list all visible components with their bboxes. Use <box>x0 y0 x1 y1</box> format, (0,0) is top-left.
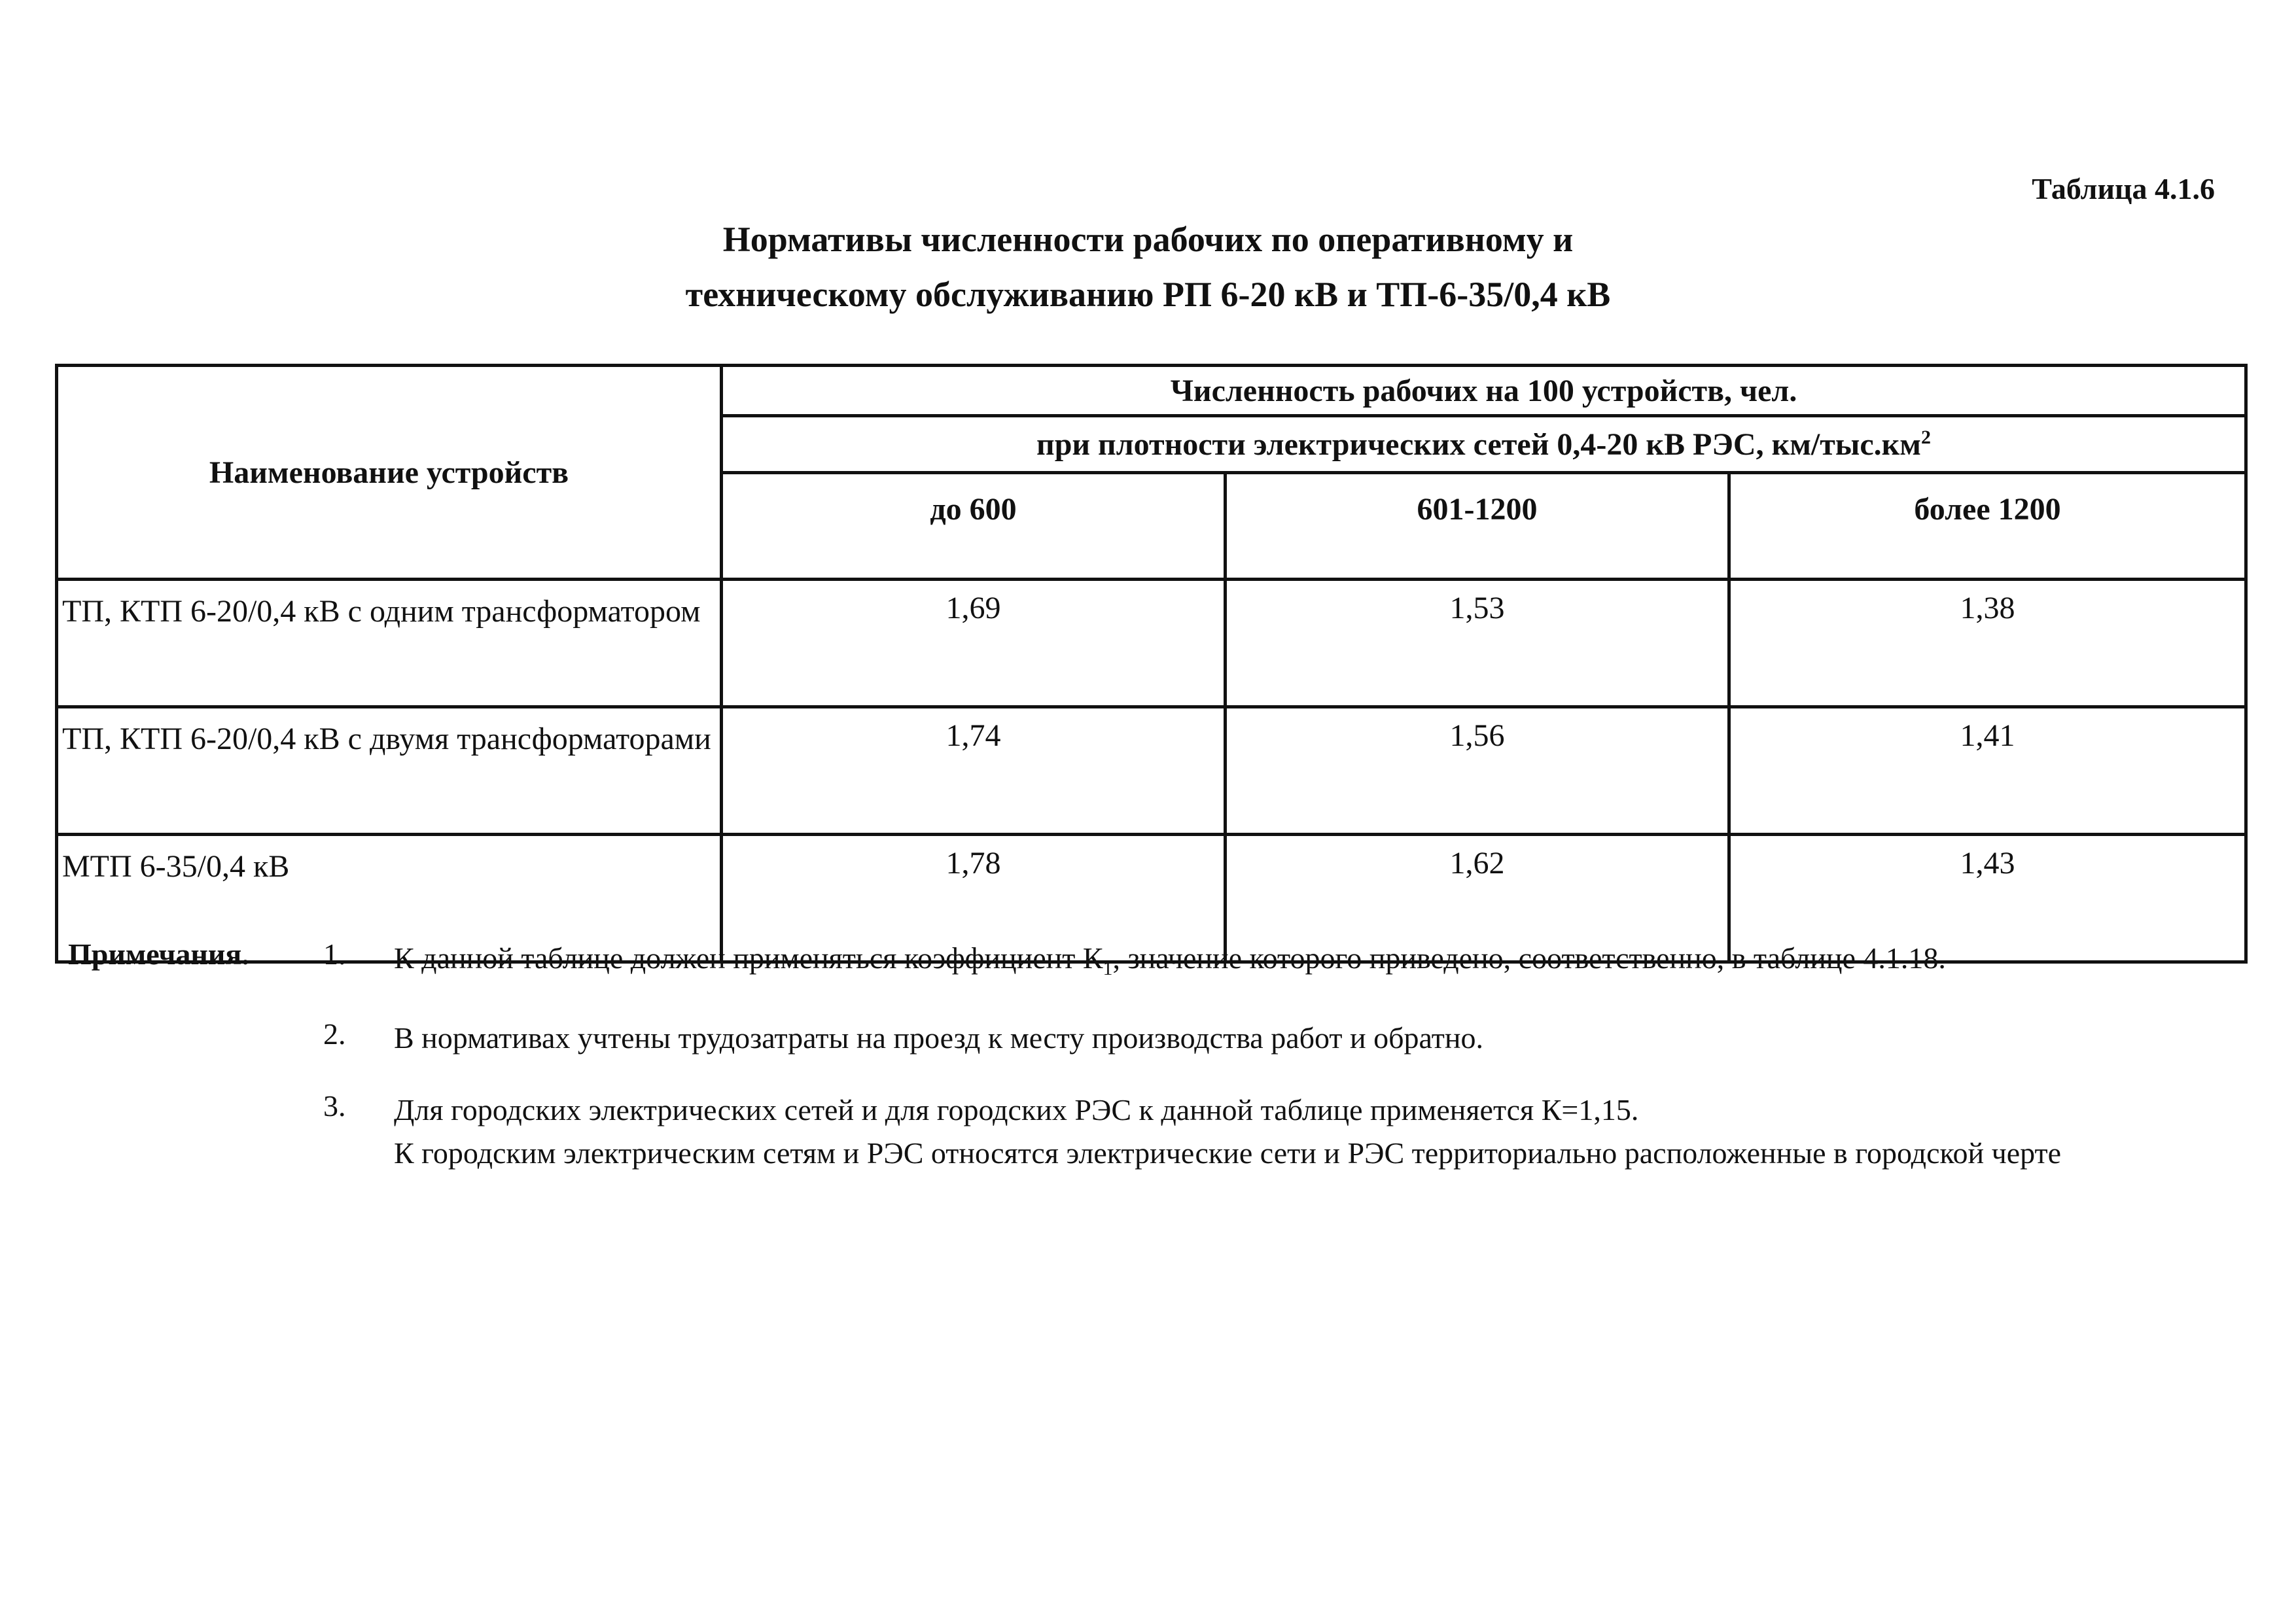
value-cell: 1,78 <box>722 835 1226 962</box>
group-header: Численность рабочих на 100 устройств, чел. <box>722 366 2246 416</box>
norms-table <box>55 364 2248 964</box>
note-number: 3. <box>323 1089 346 1123</box>
value-cell: 1,41 <box>1729 707 2246 835</box>
column-header-601-1200: 601-1200 <box>1226 473 1729 580</box>
device-name-cell: ТП, КТП 6-20/0,4 кВ с одним трансформатором <box>57 580 722 707</box>
value-cell: 1,43 <box>1729 835 2246 962</box>
value-cell: 1,74 <box>722 707 1226 835</box>
note-text <box>394 1089 2252 1175</box>
table-row <box>57 707 2246 835</box>
table-row <box>57 580 2246 707</box>
table-number: Таблица 4.1.6 <box>2032 172 2215 205</box>
column-header-over-1200: более 1200 <box>1729 473 2246 580</box>
note-paragraph: К городским электрическим сетям и РЭС относятся электрические сети и РЭС территориально расположенные в городской черте <box>394 1136 2062 1170</box>
note-number: 1. <box>323 937 346 971</box>
note-text-part: , значение которого приведено, соответственно, в таблице 4.1.18. <box>1112 941 1946 975</box>
density-header-superscript: 2 <box>1920 426 1931 448</box>
column-header-device-name: Наименование устройств <box>57 366 722 580</box>
value-cell: 1,62 <box>1226 835 1729 962</box>
table-title <box>0 212 2296 322</box>
note-text <box>394 937 2252 980</box>
device-name-cell: ТП, КТП 6-20/0,4 кВ с двумя трансформаторами <box>57 707 722 835</box>
note-paragraph: Для городских электрических сетей и для городских РЭС к данной таблице применяется К=1,15. <box>394 1093 1639 1126</box>
value-cell: 1,38 <box>1729 580 2246 707</box>
note-subscript: 1 <box>1103 958 1113 980</box>
density-header <box>722 416 2246 473</box>
value-cell: 1,53 <box>1226 580 1729 707</box>
title-line-2: техническому обслуживанию РП 6-20 кВ и ТП-6-35/0,4 кВ <box>685 275 1611 314</box>
density-header-text: при плотности электрических сетей 0,4-20 кВ РЭС, км/тыс.км <box>1036 427 1921 462</box>
value-cell: 1,56 <box>1226 707 1729 835</box>
title-line-1: Нормативы численности рабочих по оперативному и <box>722 220 1574 259</box>
device-name-cell: МТП 6-35/0,4 кВ <box>57 835 722 962</box>
value-cell: 1,69 <box>722 580 1226 707</box>
notes-label: Примечания. <box>68 937 249 971</box>
note-text-part: К данной таблице должен применяться коэффициент К <box>394 941 1103 975</box>
note-text: В нормативах учтены трудозатраты на проезд к месту производства работ и обратно. <box>394 1021 1484 1055</box>
note-number: 2. <box>323 1017 346 1051</box>
column-header-up-to-600: до 600 <box>722 473 1226 580</box>
